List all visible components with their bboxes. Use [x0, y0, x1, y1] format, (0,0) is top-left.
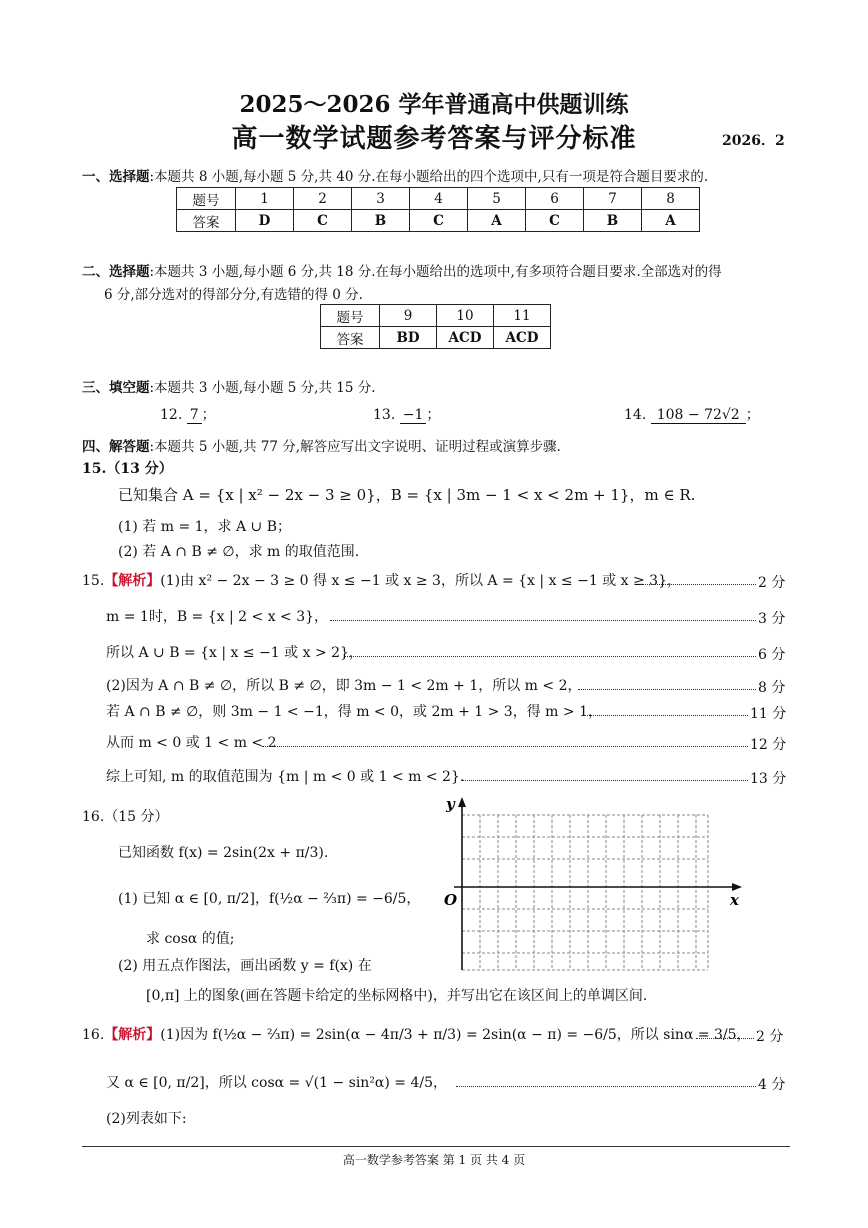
leader-dots: [330, 620, 756, 621]
solution-number: 16.: [82, 1027, 105, 1043]
solution-text: (1)由 x² − 2x − 3 ≥ 0 得 x ≤ −1 或 x ≥ 3，所以 A = {x | x ≤ −1 或 x ≥ 3}，: [160, 573, 681, 589]
table-head-answer: 答案: [177, 210, 236, 232]
problem-15-stem: 已知集合 A = {x | x² − 2x − 3 ≥ 0}，B = {x | 3m − 1 < x < 2m + 1}，m ∈ R.: [118, 486, 696, 504]
problem-16-stem: 已知函数 f(x) = 2sin(2x + π/3).: [118, 845, 329, 861]
problem-16-q2b: [0,π] 上的图象(画在答题卡给定的坐标网格中)，并写出它在该区间上的单调区间.: [146, 988, 648, 1004]
origin-label: O: [444, 891, 458, 909]
problem-15-head: 15.（13 分）: [82, 461, 173, 477]
section-2-desc-2: 6 分,部分选对的得部分分,有选错的得 0 分.: [104, 287, 363, 303]
problem-15-q2: (2) 若 A ∩ B ≠ ∅，求 m 的取值范围.: [118, 544, 360, 560]
score: 4 分: [758, 1077, 786, 1093]
table-cell: 4: [410, 188, 468, 210]
solution-tag: 【解析】: [104, 573, 161, 589]
table-cell: B: [584, 210, 642, 232]
table-head-number: 题号: [321, 305, 380, 327]
table-cell: ACD: [437, 327, 494, 349]
section-1-label: 一、选择题: [82, 169, 150, 185]
solution-15-line-1: [82, 570, 681, 590]
table-cell: 3: [352, 188, 410, 210]
coordinate-grid: [440, 795, 750, 980]
score: 2 分: [756, 1029, 784, 1045]
question-number: 13.: [373, 407, 396, 423]
x-axis-arrow: [732, 883, 742, 891]
leader-dots: [345, 656, 756, 657]
grid-lines: [462, 815, 708, 970]
fill-12: 12. 7 ；: [160, 407, 216, 423]
solution-15-line-2: m = 1时，B = {x | 2 < x < 3}，: [106, 609, 329, 625]
leader-dots: [262, 746, 748, 747]
answer-table-1: [176, 187, 700, 232]
table-cell: B: [352, 210, 410, 232]
answer-table-2: [320, 304, 551, 349]
score: 11 分: [750, 706, 787, 722]
leader-dots: [462, 780, 748, 781]
date: 2026．2: [722, 133, 785, 149]
section-3-label: 三、填空题: [82, 380, 150, 396]
table-cell: A: [642, 210, 700, 232]
table-cell: 11: [494, 305, 551, 327]
section-2-desc: :本题共 3 小题,每小题 6 分,共 18 分.在每小题给出的选项中,有多项符合题目要求.全部选对的得: [149, 264, 722, 280]
section-4-label: 四、解答题: [82, 439, 150, 455]
table-cell: 5: [468, 188, 526, 210]
leader-dots: [640, 584, 756, 585]
score: 13 分: [750, 771, 787, 787]
solution-15-line-3: 所以 A ∪ B = {x | x ≤ −1 或 x > 2}，: [106, 645, 363, 661]
title-line-2: 高一数学试题参考答案与评分标准: [231, 124, 637, 154]
leader-dots: [456, 1086, 756, 1087]
section-2-heading: [82, 260, 722, 280]
question-number: 14.: [624, 407, 647, 423]
solution-15-line-4: (2)因为 A ∩ B ≠ ∅，所以 B ≠ ∅，即 3m − 1 < 2m + 1，所以 m < 2，: [106, 678, 582, 694]
y-axis-arrow: [458, 797, 466, 807]
solution-15-line-7: 综上可知, m 的取值范围为 {m | m < 0 或 1 < m < 2}.: [106, 769, 465, 785]
axis-x-label: x: [730, 891, 739, 909]
problem-16-q2a: (2) 用五点作图法，画出函数 y = f(x) 在: [118, 958, 372, 974]
section-4-desc: :本题共 5 小题,共 77 分,解答应写出文字说明、证明过程或演算步骤.: [149, 439, 561, 455]
solution-number: 15.: [82, 573, 105, 589]
axis-y-label: y: [446, 795, 455, 813]
title-line-1: 2025～2026 学年普通高中供题训练: [239, 91, 629, 118]
table-cell: 8: [642, 188, 700, 210]
leader-dots: [584, 715, 748, 716]
solution-15-line-5: 若 A ∩ B ≠ ∅，则 3m − 1 < −1，得 m < 0，或 2m + 1 > 3，得 m > 1，: [106, 704, 602, 720]
score: 6 分: [758, 647, 786, 663]
leader-dots: [696, 1038, 754, 1039]
problem-16-q1a: (1) 已知 α ∈ [0, π/2]，f(½α − ⅔π) = −6/5，: [118, 891, 421, 907]
leader-dots: [578, 689, 756, 690]
table-cell: 6: [526, 188, 584, 210]
section-3-heading: [82, 376, 376, 396]
solution-text: (1)因为 f(½α − ⅔π) = 2sin(α − 4π/3 + π/3) = 2sin(α − π) = −6/5，所以 sinα = 3/5，: [160, 1027, 751, 1043]
score: 12 分: [750, 737, 787, 753]
table-cell: A: [468, 210, 526, 232]
table-cell: ACD: [494, 327, 551, 349]
footer-rule: [82, 1146, 790, 1147]
section-4-heading: [82, 435, 561, 455]
answer-14: 108 − 72√2: [651, 407, 746, 424]
section-1-heading: [82, 165, 708, 185]
table-cell: C: [526, 210, 584, 232]
answer-13: −1: [400, 407, 427, 424]
fill-14: 14. 108 − 72√2 ；: [624, 407, 760, 423]
section-2-label: 二、选择题: [82, 264, 150, 280]
solution-15-line-6: 从而 m < 0 或 1 < m < 2: [106, 735, 277, 751]
table-cell: D: [236, 210, 294, 232]
section-3-desc: :本题共 3 小题,每小题 5 分,共 15 分.: [149, 380, 376, 396]
solution-16-line-3: (2)列表如下:: [106, 1111, 187, 1127]
score: 3 分: [758, 611, 786, 627]
problem-16-q1b: 求 cosα 的值;: [146, 931, 235, 947]
section-1-desc: :本题共 8 小题,每小题 5 分,共 40 分.在每小题给出的四个选项中,只有一项是符合题目要求的.: [149, 169, 709, 185]
answer-12: 7: [187, 407, 202, 424]
table-head-number: 题号: [177, 188, 236, 210]
table-cell: C: [294, 210, 352, 232]
table-cell: 1: [236, 188, 294, 210]
problem-15-q1: (1) 若 m = 1，求 A ∪ B；: [118, 519, 292, 535]
table-cell: 7: [584, 188, 642, 210]
problem-16-head: 16.（15 分）: [82, 809, 169, 825]
table-cell: 2: [294, 188, 352, 210]
solution-16-line-1: [82, 1024, 751, 1044]
table-cell: 9: [380, 305, 437, 327]
fill-13: 13. −1 ；: [373, 407, 441, 423]
solution-16-line-2: 又 α ∈ [0, π/2]，所以 cosα = √(1 − sin²α) = 4/5，: [106, 1075, 448, 1091]
table-head-answer: 答案: [321, 327, 380, 349]
page-footer: 高一数学参考答案 第 1 页 共 4 页: [342, 1153, 526, 1167]
solution-tag: 【解析】: [104, 1027, 161, 1043]
table-cell: C: [410, 210, 468, 232]
table-cell: BD: [380, 327, 437, 349]
question-number: 12.: [160, 407, 183, 423]
score: 8 分: [758, 680, 786, 696]
table-cell: 10: [437, 305, 494, 327]
score: 2 分: [758, 575, 786, 591]
